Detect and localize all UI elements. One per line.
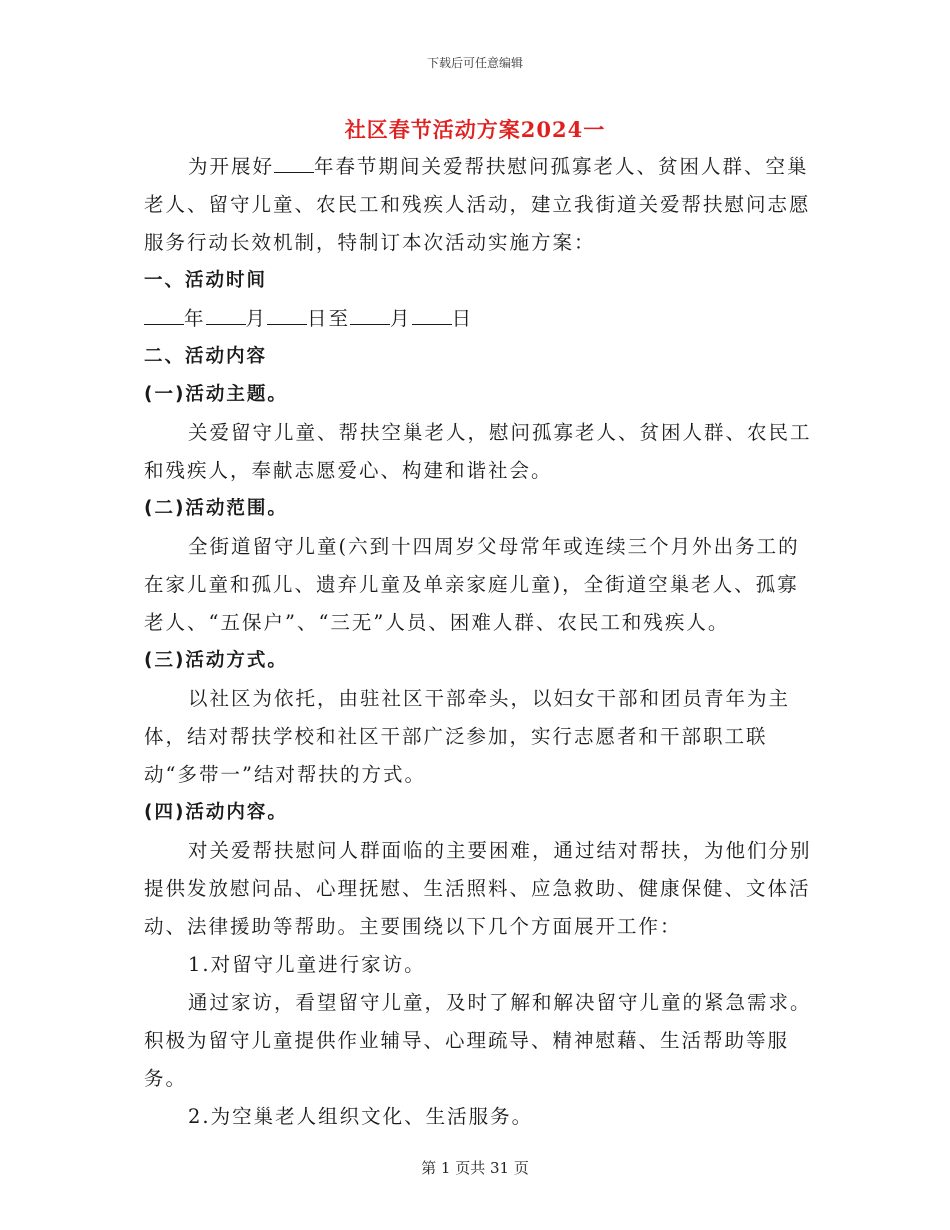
date-month-label: 月: [390, 307, 412, 330]
document-body: [144, 148, 814, 1136]
subsection-text-content: 对关爱帮扶慰问人群面临的主要困难，通过结对帮扶，为他们分别提供发放慰问品、心理抚慰、生活照料、应急救助、健康保健、文体活动、法律援助等帮助。主要围绕以下几个方面展开工作：: [144, 839, 812, 938]
section-heading-content: 二、活动内容: [144, 346, 268, 367]
section-heading-time: 一、活动时间: [144, 270, 268, 291]
date-day-label: 日: [451, 307, 474, 330]
list-item-title: 1.对留守儿童进行家访。: [188, 953, 426, 976]
date-blank[interactable]: [412, 302, 452, 325]
activity-date-line: [144, 300, 814, 338]
date-year-label: 年: [184, 307, 206, 330]
subsection-text-theme: 关爱留守儿童、帮扶空巢老人，慰问孤寡老人、贫困人群、农民工和残疾人，奉献志愿爱心、构建和谐社会。: [144, 421, 812, 482]
subsection-text-method: 以社区为依托，由驻社区干部牵头，以妇女干部和团员青年为主体，结对帮扶学校和社区干部广泛参加，实行志愿者和干部职工联动“多带一”结对帮扶的方式。: [144, 687, 791, 786]
subsection-heading-theme: (一)活动主题。: [144, 384, 288, 405]
intro-text-rest: 年春节期间关爱帮扶慰问孤寡老人、贫困人群、空巢老人、留守儿童、农民工和残疾人活动，建立我街道关爱帮扶慰问志愿服务行动长效机制，特制订本次活动实施方案：: [144, 155, 811, 254]
subsection-heading-scope: (二)活动范围。: [144, 498, 288, 519]
date-blank[interactable]: [350, 302, 390, 325]
date-blank[interactable]: [267, 302, 307, 325]
subsection-heading-method: (三)活动方式。: [144, 650, 288, 671]
intro-text-start: 为开展好: [188, 155, 275, 178]
page-number: 第 1 页共 31 页: [421, 1159, 529, 1177]
document-title: 社区春节活动方案2024一: [344, 117, 606, 142]
date-month-label: 月: [245, 307, 268, 330]
subsection-text-scope: 全街道留守儿童(六到十四周岁父母常年或连续三个月外出务工的在家儿童和孤儿、遗弃儿童及单亲家庭儿童)，全街道空巢老人、孤寡老人、“五保户”、“三无”人员、困难人群、农民工和残疾人。: [144, 535, 800, 634]
list-item-text: 通过家访，看望留守儿童，及时了解和解决留守儿童的紧急需求。积极为留守儿童提供作业辅导、心理疏导、精神慰藉、生活帮助等服务。: [144, 991, 812, 1090]
intro-paragraph: [144, 148, 814, 262]
date-blank[interactable]: [144, 302, 184, 325]
date-day-to-label: 日至: [307, 307, 351, 330]
list-item-title: 2.为空巢老人组织文化、生活服务。: [188, 1105, 534, 1128]
year-blank[interactable]: [274, 150, 314, 173]
header-note: 下载后可任意编辑: [426, 56, 523, 70]
date-blank[interactable]: [206, 302, 246, 325]
subsection-heading-content: (四)活动内容。: [144, 802, 288, 823]
